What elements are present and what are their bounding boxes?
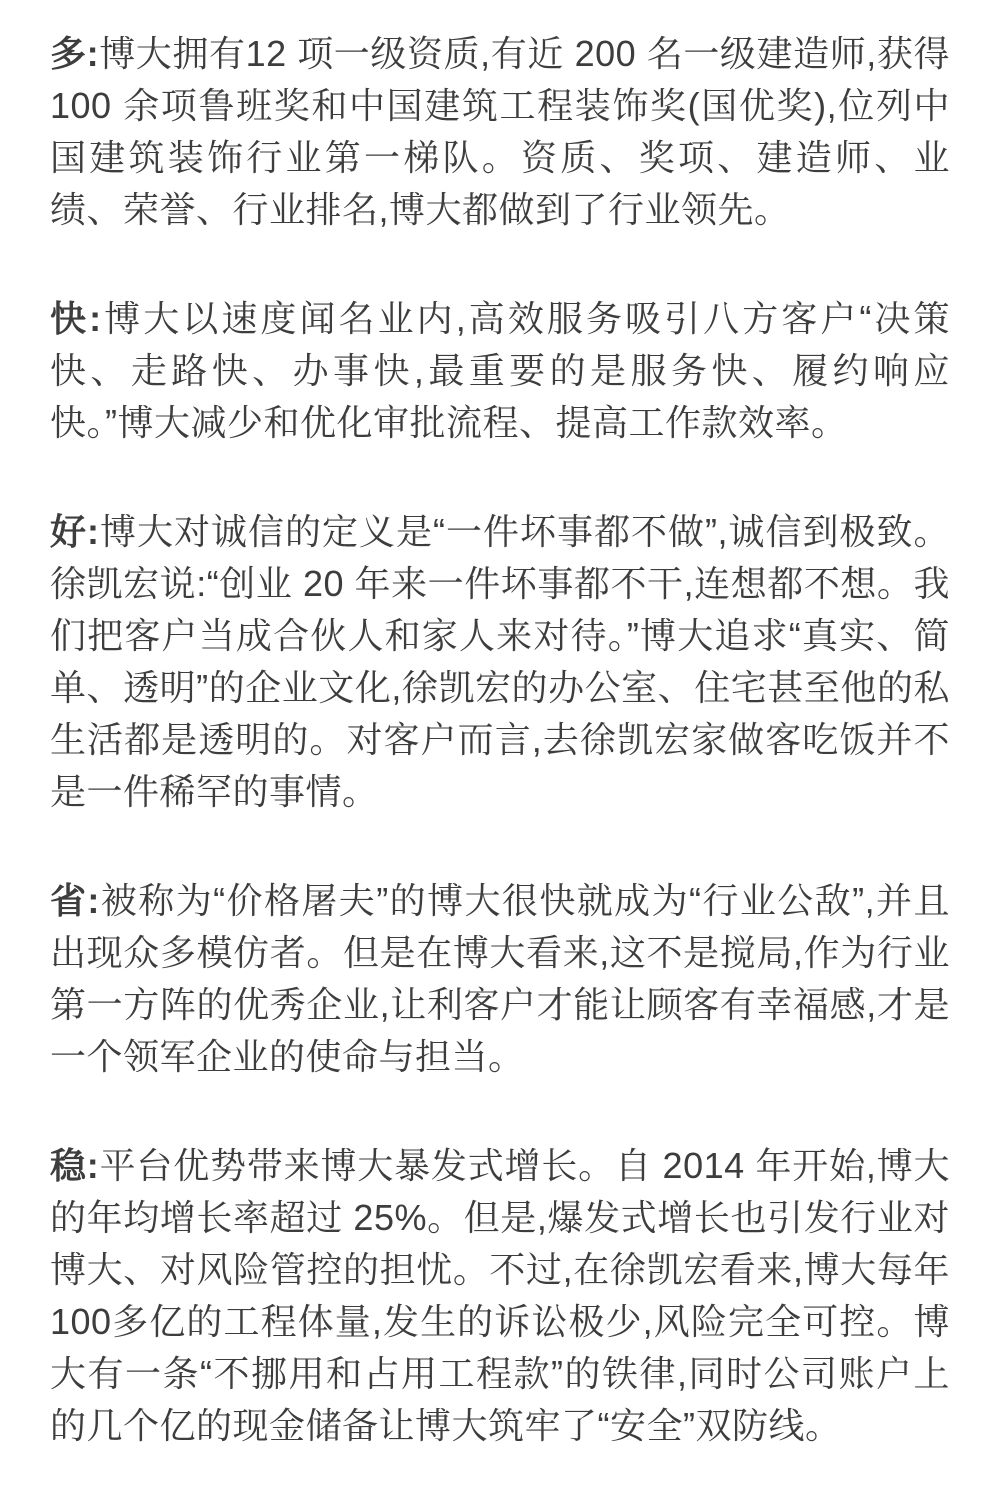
paragraph-kuai [50, 293, 950, 449]
paragraph-text-sheng: 被称为“价格屠夫”的博大很快就成为“行业公敌”,并且出现众多模仿者。但是在博大看来,这不是搅局,作为行业第一方阵的优秀企业,让利客户才能让顾客有幸福感,才是一个领军企业的使命与担当。 [50, 880, 950, 1077]
paragraph-lead-sheng: 省: [50, 880, 100, 921]
paragraph-duo [50, 28, 950, 236]
paragraph-lead-hao: 好: [50, 511, 100, 552]
paragraph-text-duo: 博大拥有12 项一级资质,有近 200 名一级建造师,获得100 余项鲁班奖和中国建筑工程装饰奖(国优奖),位列中国建筑装饰行业第一梯队。资质、奖项、建造师、业绩、荣誉、行业排名,博大都做到了行业领先。 [50, 33, 950, 230]
paragraph-hao [50, 506, 950, 818]
paragraph-sheng [50, 875, 950, 1083]
paragraph-lead-kuai: 快: [50, 298, 102, 339]
paragraph-text-kuai: 博大以速度闻名业内,高效服务吸引八方客户“决策快、走路快、办事快,最重要的是服务快、履约响应快。”博大减少和优化审批流程、提高工作款效率。 [50, 298, 950, 443]
paragraph-text-wen: 平台优势带来博大暴发式增长。自 2014 年开始,博大的年均增长率超过 25%。但是,爆发式增长也引发行业对博大、对风险管控的担忧。不过,在徐凯宏看来,博大每年100多亿的工程体量,发生的诉讼极少,风险完全可控。博大有一条“不挪用和占用工程款”的铁律,同时公司账户上的几个亿的现金储备让博大筑牢了“安全”双防线。 [50, 1145, 951, 1446]
paragraph-wen [50, 1140, 950, 1452]
paragraph-lead-wen: 稳: [50, 1145, 100, 1186]
paragraph-lead-duo: 多: [50, 33, 100, 74]
paragraph-text-hao: 博大对诚信的定义是“一件坏事都不做”,诚信到极致。徐凯宏说:“创业 20 年来一件坏事都不干,连想都不想。我们把客户当成合伙人和家人来对待。”博大追求“真实、简单、透明”的企业文化,徐凯宏的办公室、住宅甚至他的私生活都是透明的。对客户而言,去徐凯宏家做客吃饭并不是一件稀罕的事情。 [50, 511, 950, 812]
